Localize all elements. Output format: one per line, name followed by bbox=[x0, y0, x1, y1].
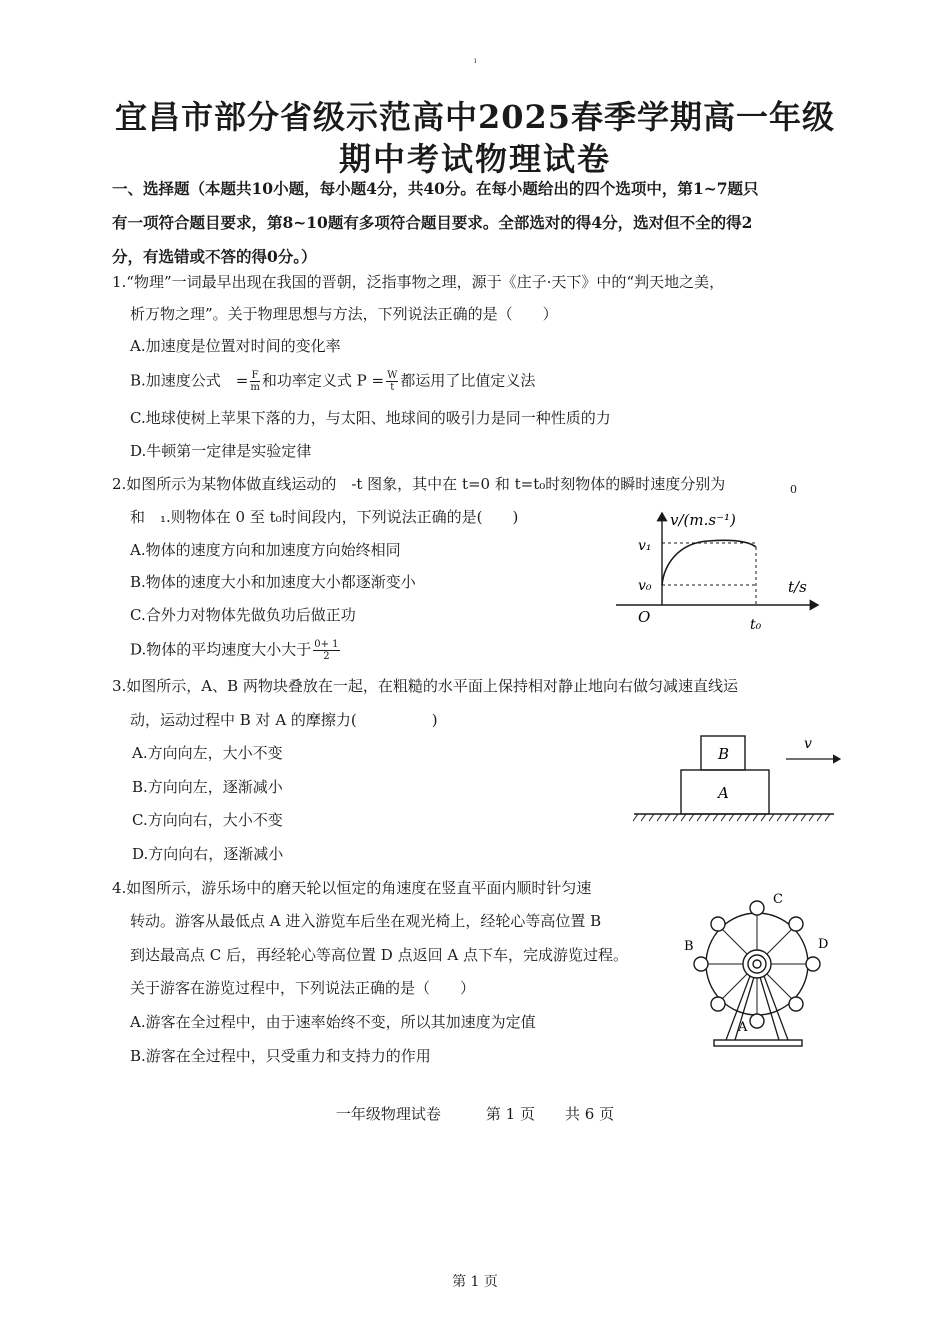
q4-ferris-wheel-figure bbox=[680, 890, 838, 1054]
velocity-label: v bbox=[804, 736, 812, 752]
section-line-3: 分，有选错或不答的得0分。） bbox=[112, 247, 317, 266]
q1-stem-line1: 1.“物理”一词最早出现在我国的晋朝，泛指事物之理，源于《庄子·天下》中的“判天地之美， bbox=[112, 273, 725, 291]
exam-title-line2: 期中考试物理试卷 bbox=[338, 140, 611, 178]
q2-stem-line2: 和 ₁.则物体在 0 至 t₀时间段内，下列说法正确的是( ) bbox=[130, 508, 519, 526]
q2-option-b: B.物体的速度大小和加速度大小都逐渐变小 bbox=[130, 573, 416, 591]
q1-option-a: A.加速度是位置对时间的变化率 bbox=[130, 337, 341, 355]
section-line-2: 有一项符合题目要求，第8~10题有多项符合题目要求。全部选对的得4分，选对但不全的得2 bbox=[112, 213, 753, 232]
q1-option-b-post: 都运用了比值定义法 bbox=[400, 371, 536, 390]
q1-option-b-pre: B.加速度公式 = bbox=[130, 371, 249, 390]
ground-hatching bbox=[633, 814, 830, 821]
point-b-label: B bbox=[684, 939, 694, 954]
q3-option-c: C.方向向右，大小不变 bbox=[132, 811, 283, 829]
q4-stem-line3: 到达最高点 C 后，再经轮心等高位置 D 点返回 A 点下车，完成游览过程。 bbox=[130, 946, 628, 964]
frac-num: 0+ 1 bbox=[314, 639, 339, 650]
frac-num: F bbox=[251, 370, 259, 381]
base-platform bbox=[714, 1040, 802, 1046]
q2-option-c: C.合外力对物体先做负功后做正功 bbox=[130, 606, 356, 624]
frac-num: W bbox=[387, 370, 398, 381]
q4-stem-line4: 关于游客在游览过程中，下列说法正确的是（ ） bbox=[130, 979, 476, 997]
x-axis-label: t/s bbox=[788, 578, 807, 596]
point-a-label: A bbox=[738, 1020, 748, 1035]
q3-option-b: B.方向向左，逐渐减小 bbox=[132, 778, 283, 796]
q4-stem-line2: 转动。游客从最低点 A 进入游览车后坐在观光椅上，经轮心等高位置 B bbox=[130, 912, 602, 930]
v1-label: v₁ bbox=[638, 538, 652, 554]
q4-option-b: B.游客在全过程中，只受重力和支持力的作用 bbox=[130, 1047, 431, 1065]
wheel-hub-outer bbox=[743, 950, 771, 978]
q4-stem-line1: 4.如图所示，游乐场中的磨天轮以恒定的角速度在竖直平面内顺时针匀速 bbox=[112, 879, 592, 897]
q1-option-d: D.牛顿第一定律是实验定律 bbox=[130, 442, 312, 460]
origin-label: O bbox=[638, 608, 651, 626]
q3-option-d: D.方向向右，逐渐减小 bbox=[132, 845, 284, 863]
section-instructions bbox=[112, 172, 840, 274]
q2-option-d-text: D.物体的平均速度大小大于 bbox=[130, 640, 312, 659]
top-mark: ı bbox=[474, 56, 477, 65]
q3-stem-line1: 3.如图所示，A、B 两物块叠放在一起，在粗糙的水平面上保持相对静止地向右做匀减速直线运 bbox=[112, 677, 738, 695]
page-number: 第 1 页 bbox=[452, 1274, 498, 1290]
wheel-hub-middle bbox=[748, 955, 766, 973]
q2-average-velocity-fraction bbox=[313, 639, 339, 662]
q2-stem-line1: 2.如图所示为某物体做直线运动的 -t 图象，其中在 t=0 和 t=t₀时刻物体的瞬时速度分别为 bbox=[112, 475, 726, 493]
q4-option-a: A.游客在全过程中，由于速率始终不变，所以其加速度为定值 bbox=[130, 1013, 536, 1031]
v0-label: v₀ bbox=[638, 578, 652, 594]
section-line-1: 一、选择题（本题共10小题，每小题4分，共40分。在每小题给出的四个选项中，第1~7题只 bbox=[112, 179, 759, 198]
q1-stem-line2: 析万物之理”。关于物理思想与方法，下列说法正确的是（ ） bbox=[130, 305, 558, 323]
q2-option-d bbox=[130, 639, 342, 662]
q1-option-c: C.地球使树上苹果下落的力，与太阳、地球间的吸引力是同一种性质的力 bbox=[130, 409, 611, 427]
block-b-label: B bbox=[718, 745, 730, 763]
wheel-hub-inner bbox=[753, 960, 761, 968]
page-footer: 一年级物理试卷 第 1 页 共 6 页 bbox=[335, 1105, 615, 1123]
q1-fraction-w-over-t bbox=[386, 370, 398, 393]
q3-stem-line2: 动，运动过程中 B 对 A 的摩擦力( ) bbox=[130, 711, 438, 729]
q2-velocity-time-graph bbox=[608, 505, 823, 640]
q1-option-b-mid: 和功率定义式 P = bbox=[261, 371, 385, 390]
block-a-label: A bbox=[718, 784, 729, 802]
velocity-curve bbox=[662, 540, 756, 585]
frac-den: m bbox=[250, 382, 260, 393]
y-axis-label: v/(m.s⁻¹) bbox=[670, 511, 736, 529]
frac-den: t bbox=[390, 382, 395, 393]
q2-option-a: A.物体的速度方向和加速度方向始终相同 bbox=[130, 541, 401, 559]
exam-title-line1: 宜昌市部分省级示范高中2025春季学期高一年级 bbox=[114, 98, 836, 136]
q2-stem-line1-tail: 0 bbox=[790, 483, 797, 496]
point-c-label: C bbox=[773, 892, 783, 907]
q3-option-a: A.方向向左，大小不变 bbox=[132, 744, 283, 762]
q3-stacked-blocks-figure bbox=[630, 728, 850, 828]
t0-label: t₀ bbox=[750, 617, 762, 633]
q1-option-b bbox=[130, 370, 535, 393]
frac-den: 2 bbox=[323, 651, 330, 662]
point-d-label: D bbox=[818, 937, 829, 952]
q1-fraction-f-over-m bbox=[250, 370, 259, 393]
